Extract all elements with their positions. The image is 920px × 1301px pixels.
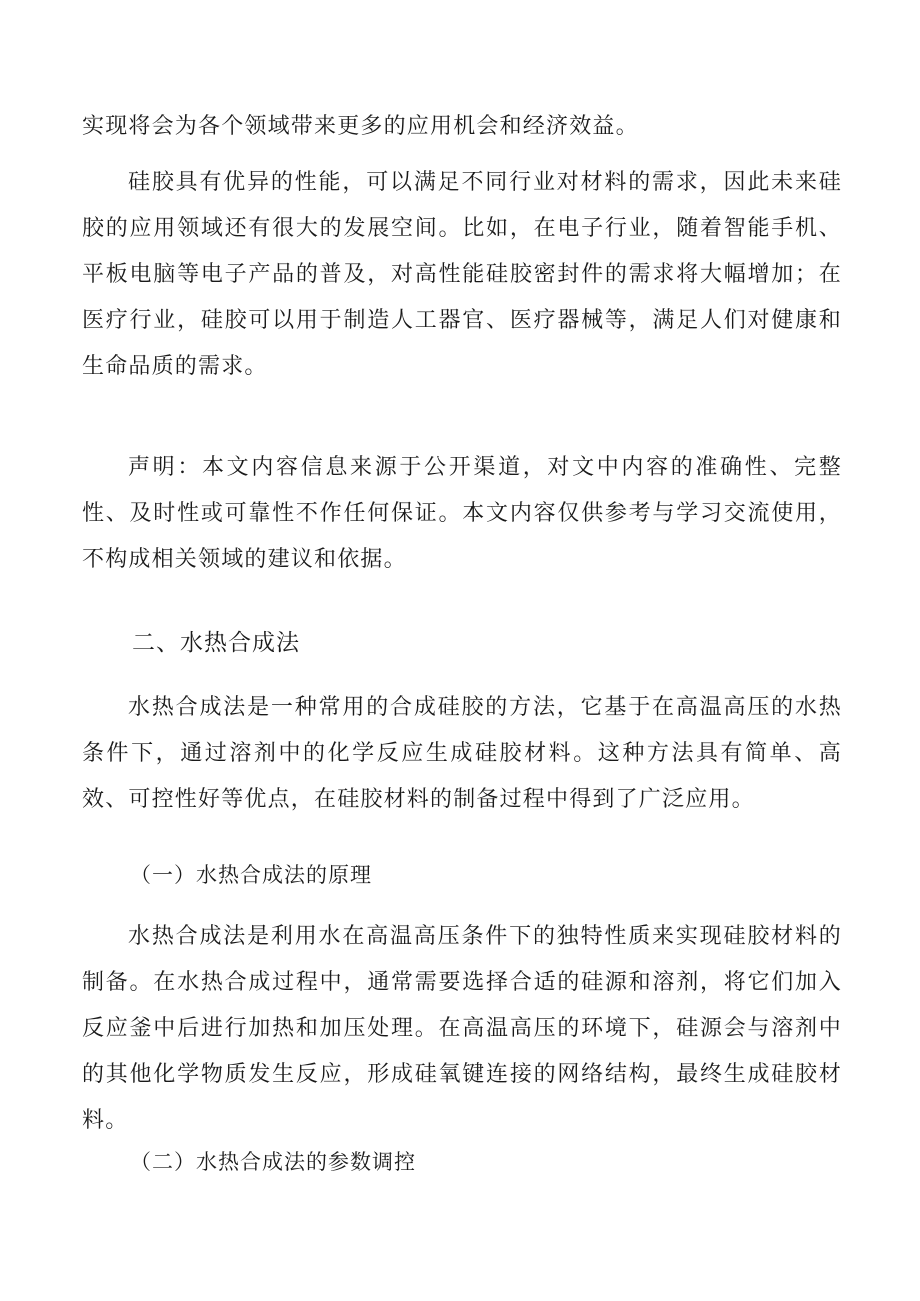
paragraph-principle: 水热合成法是利用水在高温高压条件下的独特性质来实现硅胶材料的制备。在水热合成过程中，通常需要选择合适的硅源和溶剂，将它们加入反应釜中后进行加热和加压处理。在高温高压的环境下，硅源会与溶剂中的其他化学物质发生反应，形成硅氧键连接的网络结构，最终生成硅胶材料。 (82, 924, 842, 1133)
subheading-principle: （一）水热合成法的原理 (130, 863, 372, 887)
subheading-parameter-control: （二）水热合成法的参数调控 (130, 1150, 416, 1174)
paragraph-disclaimer: 声明：本文内容信息来源于公开渠道，对文中内容的准确性、完整性、及时性或可靠性不作任何保证。本文内容仅供参考与学习交流使用，不构成相关领域的建议和依据。 (82, 455, 842, 572)
section-heading-hydrothermal: 二、水热合成法 (132, 630, 300, 656)
paragraph-intro-end: 实现将会为各个领域带来更多的应用机会和经济效益。 (82, 114, 639, 139)
paragraph-hydrothermal-intro: 水热合成法是一种常用的合成硅胶的方法，它基于在高温高压的水热条件下，通过溶剂中的化学反应生成硅胶材料。这种方法具有简单、高效、可控性好等优点，在硅胶材料的制备过程中得到了广泛应用。 (82, 695, 842, 812)
paragraph-silica-prospects: 硅胶具有优异的性能，可以满足不同行业对材料的需求，因此未来硅胶的应用领域还有很大的发展空间。比如，在电子行业，随着智能手机、平板电脑等电子产品的普及，对高性能硅胶密封件的需求将大幅增加；在医疗行业，硅胶可以用于制造人工器官、医疗器械等，满足人们对健康和生命品质的需求。 (82, 170, 842, 379)
